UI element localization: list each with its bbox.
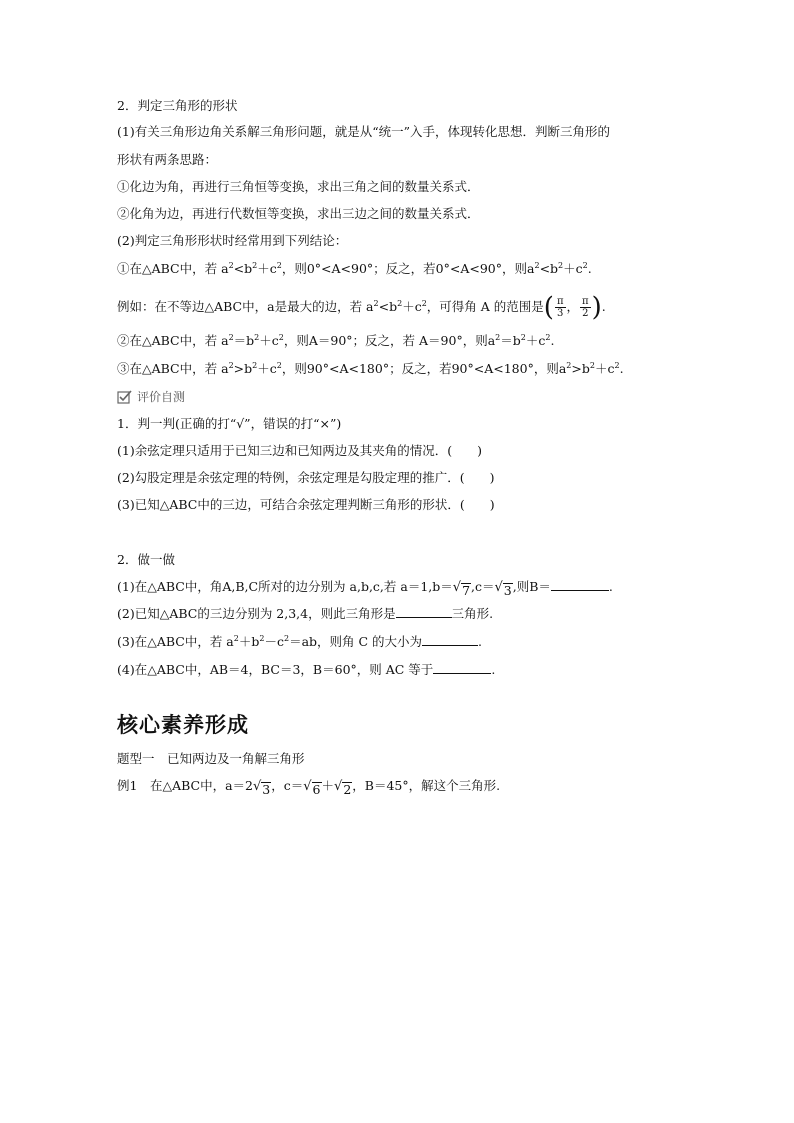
conclusion-3: ③在△ABC中，若 $a^2>b^2+c^2$，则90°<A<180°；反之，若90°<A<180°，则$a^2>b^2+c^2$. bbox=[117, 361, 624, 376]
core-literacy-title: 核心素养形成 bbox=[117, 713, 249, 737]
judge-item-2: (2)勾股定理是余弦定理的特例，余弦定理是勾股定理的推广．( ) bbox=[117, 470, 495, 485]
do-heading: 2．做一做 bbox=[117, 552, 175, 567]
conclusion-2: ②在△ABC中，若 $a^2=b^2+c^2$，则A＝90°；反之，若 A＝90°，则$a^2=b^2+c^2$. bbox=[117, 333, 555, 348]
answer-blank-1[interactable] bbox=[551, 578, 609, 591]
sqrt-7: √ 7 bbox=[452, 580, 471, 598]
answer-blank-2[interactable] bbox=[396, 605, 452, 618]
paragraph-1a: (1)有关三角形边角关系解三角形问题，就是从“统一”入手，体现转化思想．判断三角形的 bbox=[117, 124, 610, 139]
answer-blank-4[interactable] bbox=[433, 661, 491, 674]
do-item-2: (2)已知△ABC的三边分别为 2,3,4，则此三角形是 三角形. bbox=[117, 606, 494, 621]
section-heading-triangle-shape: 2．判定三角形的形状 bbox=[117, 98, 238, 113]
paragraph-1d: ②化角为边，再进行代数恒等变换，求出三边之间的数量关系式． bbox=[117, 206, 480, 221]
self-test-label: 评价自测 bbox=[117, 388, 185, 405]
paragraph-2: (2)判定三角形形状时经常用到下列结论： bbox=[117, 233, 348, 248]
paragraph-1c: ①化边为角，再进行三角恒等变换，求出三角之间的数量关系式． bbox=[117, 179, 480, 194]
judge-heading: 1．判一判(正确的打“√”，错误的打“×”) bbox=[117, 416, 342, 431]
right-paren: ) bbox=[591, 292, 602, 323]
example-line: 例如：在不等边△ABC中，a是最大的边，若 $a^2<b^2+c^2$，可得角 A 的范围是( $\frac{\pi}{3}$ ， $\frac{\pi}{2}$ ). bbox=[117, 292, 606, 323]
conclusion-1: ①在△ABC中，若 $a^2<b^2+c^2$，则0°<A<90°；反之，若0°<A<90°，则$a^2<b^2+c^2$. bbox=[117, 261, 592, 276]
answer-blank-3[interactable] bbox=[422, 633, 478, 646]
example-1: 例1 在△ABC中，a＝2 √ 3 ，c＝ √ 6 ＋ √ 2 ，B＝45°，解这个三角形. bbox=[117, 778, 501, 797]
do-item-3: (3)在△ABC中，若 $a^2+b^2-c^2=ab$，则角 C 的大小为 . bbox=[117, 634, 483, 649]
judge-item-3: (3)已知△ABC中的三边，可结合余弦定理判断三角形的形状．( ) bbox=[117, 497, 495, 512]
left-paren: ( bbox=[543, 292, 554, 323]
fraction-pi-over-3: $\frac{\pi}{3}$ bbox=[556, 296, 564, 319]
sqrt-3b: √ 3 bbox=[252, 779, 271, 797]
do-item-4: (4)在△ABC中，AB＝4，BC＝3，B＝60°，则 AC 等于 . bbox=[117, 662, 496, 677]
sqrt-2: √ 2 bbox=[334, 779, 352, 797]
sqrt-6: √ 6 bbox=[303, 779, 321, 797]
problem-type-1: 题型一 已知两边及一角解三角形 bbox=[117, 751, 305, 766]
judge-item-1: (1)余弦定理只适用于已知三边和已知两边及其夹角的情况．( ) bbox=[117, 443, 482, 458]
fraction-pi-over-2: $\frac{\pi}{2}$ bbox=[582, 296, 589, 319]
do-item-1: (1)在△ABC中，角A,B,C所对的边分别为 a,b,c,若 a＝1,b＝ √ 7 ,c＝ √ 3 ,则B＝ . bbox=[117, 579, 613, 598]
checkmark-box-icon bbox=[117, 390, 133, 404]
paragraph-1b: 形状有两条思路： bbox=[117, 152, 218, 167]
sqrt-3: √ 3 bbox=[494, 580, 512, 598]
